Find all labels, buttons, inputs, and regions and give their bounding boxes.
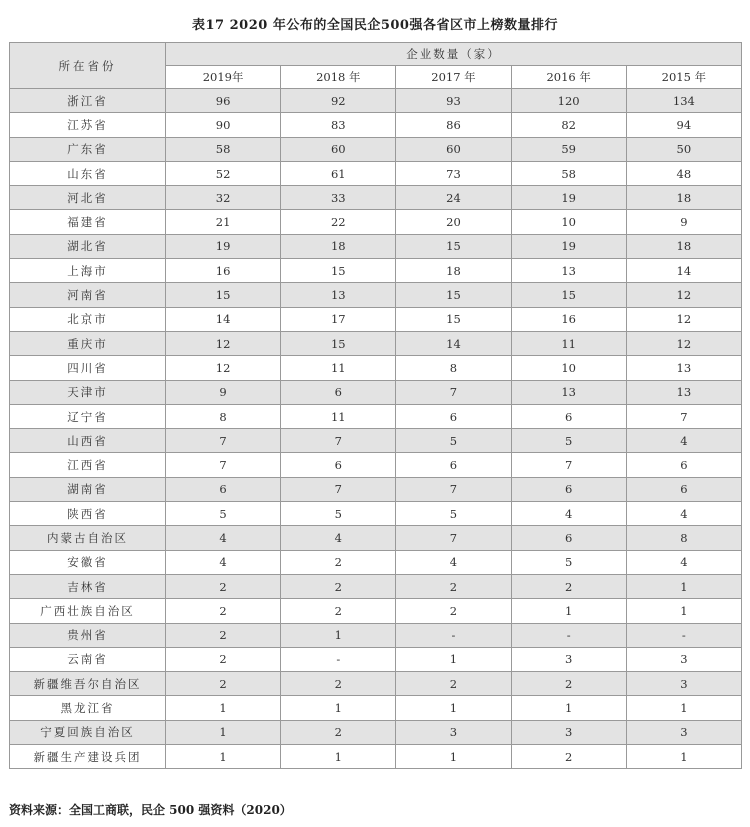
count-cell: 5 xyxy=(511,429,626,453)
count-cell: 6 xyxy=(396,453,511,477)
count-cell: 1 xyxy=(281,745,396,769)
count-cell: 4 xyxy=(626,429,741,453)
header-row-group xyxy=(10,43,742,66)
count-cell: 14 xyxy=(396,331,511,355)
count-cell: 19 xyxy=(511,186,626,210)
count-cell: 1 xyxy=(511,599,626,623)
count-cell: 59 xyxy=(511,137,626,161)
province-cell: 云南省 xyxy=(10,647,166,671)
count-cell: 2 xyxy=(281,720,396,744)
table-row xyxy=(10,283,742,307)
table-row xyxy=(10,574,742,598)
table-row xyxy=(10,745,742,769)
count-cell: 2 xyxy=(511,672,626,696)
province-cell: 北京市 xyxy=(10,307,166,331)
count-cell: - xyxy=(281,647,396,671)
count-cell: 14 xyxy=(166,307,281,331)
count-cell: 6 xyxy=(166,477,281,501)
province-cell: 天津市 xyxy=(10,380,166,404)
province-cell: 山东省 xyxy=(10,161,166,185)
province-cell: 江西省 xyxy=(10,453,166,477)
count-cell: 1 xyxy=(626,574,741,598)
count-cell: 60 xyxy=(396,137,511,161)
count-cell: 7 xyxy=(626,404,741,428)
count-cell: 6 xyxy=(281,380,396,404)
count-cell: 134 xyxy=(626,89,741,113)
count-cell: 18 xyxy=(626,234,741,258)
table-row xyxy=(10,186,742,210)
table-body xyxy=(10,89,742,769)
count-cell: 15 xyxy=(396,234,511,258)
count-cell: 33 xyxy=(281,186,396,210)
count-cell: 16 xyxy=(511,307,626,331)
count-cell: 9 xyxy=(166,380,281,404)
count-cell: 2 xyxy=(511,574,626,598)
count-cell: 52 xyxy=(166,161,281,185)
count-cell: 1 xyxy=(281,623,396,647)
year-header: 2019年 xyxy=(166,66,281,89)
count-cell: 60 xyxy=(281,137,396,161)
count-cell: 8 xyxy=(396,356,511,380)
province-cell: 河北省 xyxy=(10,186,166,210)
province-cell: 上海市 xyxy=(10,259,166,283)
count-cell: 4 xyxy=(626,502,741,526)
count-cell: 12 xyxy=(626,283,741,307)
count-cell: 6 xyxy=(511,526,626,550)
year-header: 2015 年 xyxy=(626,66,741,89)
count-cell: 12 xyxy=(166,331,281,355)
count-cell: 7 xyxy=(166,453,281,477)
province-cell: 浙江省 xyxy=(10,89,166,113)
count-cell: - xyxy=(626,623,741,647)
count-cell: 15 xyxy=(396,283,511,307)
count-cell: 15 xyxy=(281,259,396,283)
count-cell: 1 xyxy=(396,745,511,769)
table-row xyxy=(10,502,742,526)
count-cell: 10 xyxy=(511,356,626,380)
table-row xyxy=(10,161,742,185)
province-cell: 安徽省 xyxy=(10,550,166,574)
table-row xyxy=(10,307,742,331)
count-cell: 13 xyxy=(626,380,741,404)
count-cell: 1 xyxy=(626,745,741,769)
table-row xyxy=(10,477,742,501)
count-cell: 2 xyxy=(166,574,281,598)
province-cell: 广东省 xyxy=(10,137,166,161)
count-cell: 58 xyxy=(166,137,281,161)
table-row xyxy=(10,89,742,113)
province-cell: 福建省 xyxy=(10,210,166,234)
count-cell: 18 xyxy=(396,259,511,283)
count-cell: 1 xyxy=(166,720,281,744)
count-cell: 7 xyxy=(281,429,396,453)
table-row xyxy=(10,696,742,720)
table-row xyxy=(10,720,742,744)
count-cell: 6 xyxy=(396,404,511,428)
province-column-header: 所在省份 xyxy=(10,43,166,89)
year-header: 2016 年 xyxy=(511,66,626,89)
year-header: 2017 年 xyxy=(396,66,511,89)
count-cell: 11 xyxy=(281,404,396,428)
count-cell: 8 xyxy=(626,526,741,550)
count-cell: 32 xyxy=(166,186,281,210)
ranking-table xyxy=(9,42,742,769)
count-cell: 50 xyxy=(626,137,741,161)
province-cell: 新疆维吾尔自治区 xyxy=(10,672,166,696)
count-cell: 6 xyxy=(281,453,396,477)
count-cell: 58 xyxy=(511,161,626,185)
province-cell: 黑龙江省 xyxy=(10,696,166,720)
count-cell: 2 xyxy=(396,574,511,598)
count-cell: 13 xyxy=(511,259,626,283)
table-row xyxy=(10,404,742,428)
count-cell: 11 xyxy=(511,331,626,355)
count-cell: 120 xyxy=(511,89,626,113)
count-cell: 5 xyxy=(396,429,511,453)
count-cell: 82 xyxy=(511,113,626,137)
count-cell: 83 xyxy=(281,113,396,137)
count-cell: 2 xyxy=(281,599,396,623)
count-cell: 1 xyxy=(166,696,281,720)
table-row xyxy=(10,672,742,696)
province-cell: 贵州省 xyxy=(10,623,166,647)
count-cell: 13 xyxy=(511,380,626,404)
count-cell: 7 xyxy=(396,380,511,404)
count-cell: 12 xyxy=(166,356,281,380)
table-row xyxy=(10,453,742,477)
count-cell: 96 xyxy=(166,89,281,113)
count-cell: 4 xyxy=(396,550,511,574)
count-cell: 3 xyxy=(626,672,741,696)
count-cell: 61 xyxy=(281,161,396,185)
count-cell: 90 xyxy=(166,113,281,137)
count-cell: - xyxy=(511,623,626,647)
count-cell: 2 xyxy=(511,745,626,769)
table-row xyxy=(10,210,742,234)
count-cell: 15 xyxy=(166,283,281,307)
table-row xyxy=(10,259,742,283)
province-cell: 湖南省 xyxy=(10,477,166,501)
count-cell: 3 xyxy=(511,720,626,744)
table-row xyxy=(10,599,742,623)
count-cell: 16 xyxy=(166,259,281,283)
province-cell: 陕西省 xyxy=(10,502,166,526)
province-cell: 山西省 xyxy=(10,429,166,453)
table-row xyxy=(10,623,742,647)
count-cell: 3 xyxy=(626,647,741,671)
count-cell: 7 xyxy=(511,453,626,477)
count-cell: 4 xyxy=(166,526,281,550)
count-cell: 13 xyxy=(626,356,741,380)
count-cell: 2 xyxy=(281,550,396,574)
table-row xyxy=(10,356,742,380)
count-cell: 20 xyxy=(396,210,511,234)
table-title: 表17 2020 年公布的全国民企500强各省区市上榜数量排行 xyxy=(192,18,558,33)
count-cell: 6 xyxy=(511,477,626,501)
count-cell: 2 xyxy=(166,599,281,623)
count-cell: 12 xyxy=(626,307,741,331)
count-cell: 21 xyxy=(166,210,281,234)
province-cell: 新疆生产建设兵团 xyxy=(10,745,166,769)
count-cell: 18 xyxy=(626,186,741,210)
count-cell: 1 xyxy=(626,599,741,623)
table-row xyxy=(10,647,742,671)
count-cell: 1 xyxy=(396,647,511,671)
count-cell: 4 xyxy=(281,526,396,550)
count-cell: 12 xyxy=(626,331,741,355)
count-cell: 22 xyxy=(281,210,396,234)
province-cell: 宁夏回族自治区 xyxy=(10,720,166,744)
count-cell: 13 xyxy=(281,283,396,307)
count-cell: 73 xyxy=(396,161,511,185)
province-cell: 重庆市 xyxy=(10,331,166,355)
count-cell: 7 xyxy=(396,526,511,550)
count-cell: 18 xyxy=(281,234,396,258)
year-header: 2018 年 xyxy=(281,66,396,89)
count-cell: 4 xyxy=(626,550,741,574)
count-cell: 5 xyxy=(166,502,281,526)
count-cell: 24 xyxy=(396,186,511,210)
count-cell: 7 xyxy=(281,477,396,501)
count-cell: 19 xyxy=(166,234,281,258)
table-row xyxy=(10,234,742,258)
count-cell: 15 xyxy=(281,331,396,355)
count-cell: 5 xyxy=(396,502,511,526)
count-cell: 6 xyxy=(626,453,741,477)
count-cell: 9 xyxy=(626,210,741,234)
count-cell: 15 xyxy=(511,283,626,307)
count-cell: 2 xyxy=(281,574,396,598)
count-cell: 3 xyxy=(396,720,511,744)
count-cell: - xyxy=(396,623,511,647)
count-cell: 6 xyxy=(626,477,741,501)
table-row xyxy=(10,380,742,404)
count-cell: 2 xyxy=(166,647,281,671)
count-cell: 7 xyxy=(166,429,281,453)
count-cell: 2 xyxy=(166,672,281,696)
province-cell: 广西壮族自治区 xyxy=(10,599,166,623)
count-cell: 3 xyxy=(626,720,741,744)
table-row xyxy=(10,137,742,161)
province-cell: 内蒙古自治区 xyxy=(10,526,166,550)
province-cell: 江苏省 xyxy=(10,113,166,137)
count-cell: 1 xyxy=(166,745,281,769)
count-cell: 7 xyxy=(396,477,511,501)
table-row xyxy=(10,550,742,574)
count-cell: 14 xyxy=(626,259,741,283)
count-cell: 92 xyxy=(281,89,396,113)
count-cell: 1 xyxy=(281,696,396,720)
province-cell: 辽宁省 xyxy=(10,404,166,428)
count-cell: 2 xyxy=(396,672,511,696)
count-cell: 2 xyxy=(396,599,511,623)
count-cell: 5 xyxy=(511,550,626,574)
enterprise-count-header: 企业数量（家） xyxy=(166,43,742,66)
count-cell: 1 xyxy=(626,696,741,720)
count-cell: 4 xyxy=(166,550,281,574)
count-cell: 19 xyxy=(511,234,626,258)
count-cell: 2 xyxy=(166,623,281,647)
count-cell: 4 xyxy=(511,502,626,526)
province-cell: 吉林省 xyxy=(10,574,166,598)
count-cell: 93 xyxy=(396,89,511,113)
count-cell: 48 xyxy=(626,161,741,185)
table-row xyxy=(10,526,742,550)
count-cell: 1 xyxy=(511,696,626,720)
count-cell: 94 xyxy=(626,113,741,137)
province-cell: 河南省 xyxy=(10,283,166,307)
count-cell: 3 xyxy=(511,647,626,671)
count-cell: 17 xyxy=(281,307,396,331)
province-cell: 四川省 xyxy=(10,356,166,380)
table-row xyxy=(10,331,742,355)
count-cell: 10 xyxy=(511,210,626,234)
count-cell: 1 xyxy=(396,696,511,720)
table-row xyxy=(10,113,742,137)
table-row xyxy=(10,429,742,453)
province-cell: 湖北省 xyxy=(10,234,166,258)
count-cell: 11 xyxy=(281,356,396,380)
count-cell: 15 xyxy=(396,307,511,331)
count-cell: 6 xyxy=(511,404,626,428)
count-cell: 8 xyxy=(166,404,281,428)
source-note: 资料来源：全国工商联，民企 500 强资料（2020） xyxy=(9,803,292,817)
count-cell: 5 xyxy=(281,502,396,526)
count-cell: 86 xyxy=(396,113,511,137)
count-cell: 2 xyxy=(281,672,396,696)
